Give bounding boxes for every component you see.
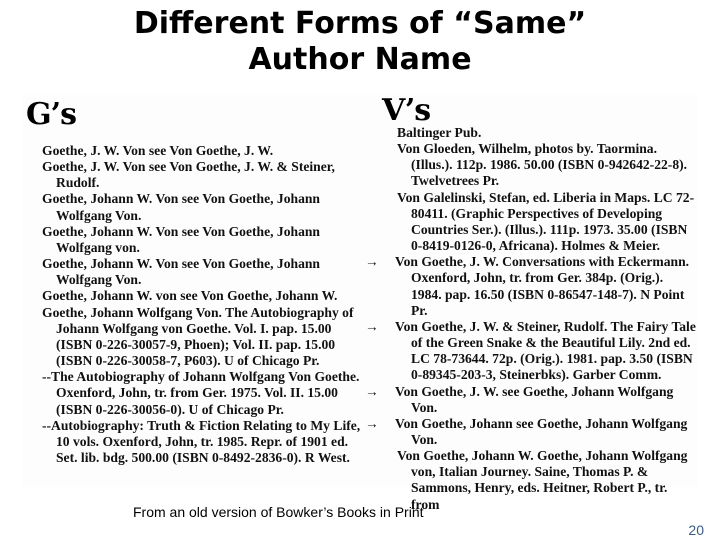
catalog-entry: Goethe, J. W. Von see Von Goethe, J. W. & Steiner, Rudolf. xyxy=(42,159,335,191)
catalog-entry: --The Autobiography of Johann Wolfgang Von Goethe. Oxenford, John, tr. from Ger. 1975. Vol. II. 15.00 (ISBN 0-226-30056-0). U of Chicago Pr. xyxy=(42,369,360,417)
catalog-entry xyxy=(365,254,697,319)
catalog-entry-text: Von Goethe, J. W. Conversations with Eckermann. Oxenford, John, tr. from Ger. 384p. (Orig.). 1984. pap. 16.50 (ISBN 0-86547-148-7). N Point Pr. xyxy=(395,254,690,318)
slide-caption: From an old version of Bowker’s Books in Print xyxy=(133,504,424,520)
handwritten-note-left: G’s xyxy=(26,97,76,132)
catalog-entry xyxy=(397,448,697,513)
handwritten-arrow-icon: → xyxy=(365,318,379,334)
handwritten-note-right: V’s xyxy=(382,93,431,128)
catalog-entry: Goethe, Johann W. Von see Von Goethe, Johann Wolfgang von. xyxy=(42,223,320,255)
catalog-entry: Goethe, Johann W. von see Von Goethe, Johann W. xyxy=(42,288,338,304)
handwritten-arrow-icon: → xyxy=(365,254,379,270)
catalog-entry: Goethe, Johann W. Von see Von Goethe, Johann Wolfgang Von. xyxy=(42,191,320,223)
catalog-entry: Goethe, J. W. Von see Von Goethe, J. W. xyxy=(42,143,274,158)
catalog-entry: Goethe, Johann Wolfgang Von. The Autobiography of Johann Wolfgang von Goethe. Vol. I. pap. 15.00 (ISBN 0-226-30057-9, Phoen); Vol. II. pap. 15.00 (ISBN 0-226-30058-7, P603). U of Chicago Pr. xyxy=(42,304,354,369)
catalog-entry-text: Von Goethe, Johann see Goethe, Johann Wolfgang Von. xyxy=(395,415,688,447)
slide-title xyxy=(0,6,720,78)
catalog-entry-text: Von Goethe, J. W. see Goethe, Johann Wolfgang Von. xyxy=(395,383,674,415)
handwritten-arrow-icon: → xyxy=(365,383,379,399)
catalog-entry: Goethe, Johann W. Von see Von Goethe, Johann Wolfgang Von. xyxy=(42,256,320,288)
catalog-entry-text: Von Goethe, J. W. & Steiner, Rudolf. The Fairy Tale of the Green Snake & the Beautiful Lily. 2nd ed. LC 78-73644. 72p. (Orig.). 1981. pap. 3.50 (ISBN 0-89345-203-3, Steinerbks). Garber Comm. xyxy=(395,318,696,383)
catalog-column-right xyxy=(365,125,697,513)
slide-title-line-2: Author Name xyxy=(248,42,472,77)
catalog-entry-text: Baltinger Pub. xyxy=(397,125,482,140)
catalog-entry xyxy=(397,190,697,255)
slide-title-line-1: Different Forms of “Same” xyxy=(133,6,587,41)
catalog-entry xyxy=(365,318,697,384)
page-number: 20 xyxy=(688,522,704,538)
catalog-entry: --Autobiography: Truth & Fiction Relating to My Life, 10 vols. Oxenford, John, tr. 1985. Repr. of 1901 ed. Set. lib. bdg. 500.00 (ISBN 0-8492-2836-0). R West. xyxy=(42,417,361,465)
catalog-entry xyxy=(397,141,697,189)
catalog-entry-text: Von Gloeden, Wilhelm, photos by. Taormina. (Illus.). 112p. 1986. 50.00 (ISBN 0-942642-22-8). Twelvetrees Pr. xyxy=(397,141,688,189)
catalog-entry-text: Von Galelinski, Stefan, ed. Liberia in Maps. LC 72-80411. (Graphic Perspectives of Developing Countries Ser.). (Illus.). 111p. 1973. 35.00 (ISBN 0-8419-0126-0, Africana). Holmes & Meier. xyxy=(397,189,695,254)
handwritten-arrow-icon: → xyxy=(365,415,379,431)
catalog-entry-text: Von Goethe, Johann W. Goethe, Johann Wolfgang von, Italian Journey. Saine, Thomas P. & Sammons, Henry, eds. Heitner, Robert P., tr. from xyxy=(397,448,688,512)
catalog-entry xyxy=(397,125,697,141)
catalog-column-left xyxy=(42,143,362,466)
catalog-entry xyxy=(365,415,697,448)
catalog-entry xyxy=(365,383,697,416)
